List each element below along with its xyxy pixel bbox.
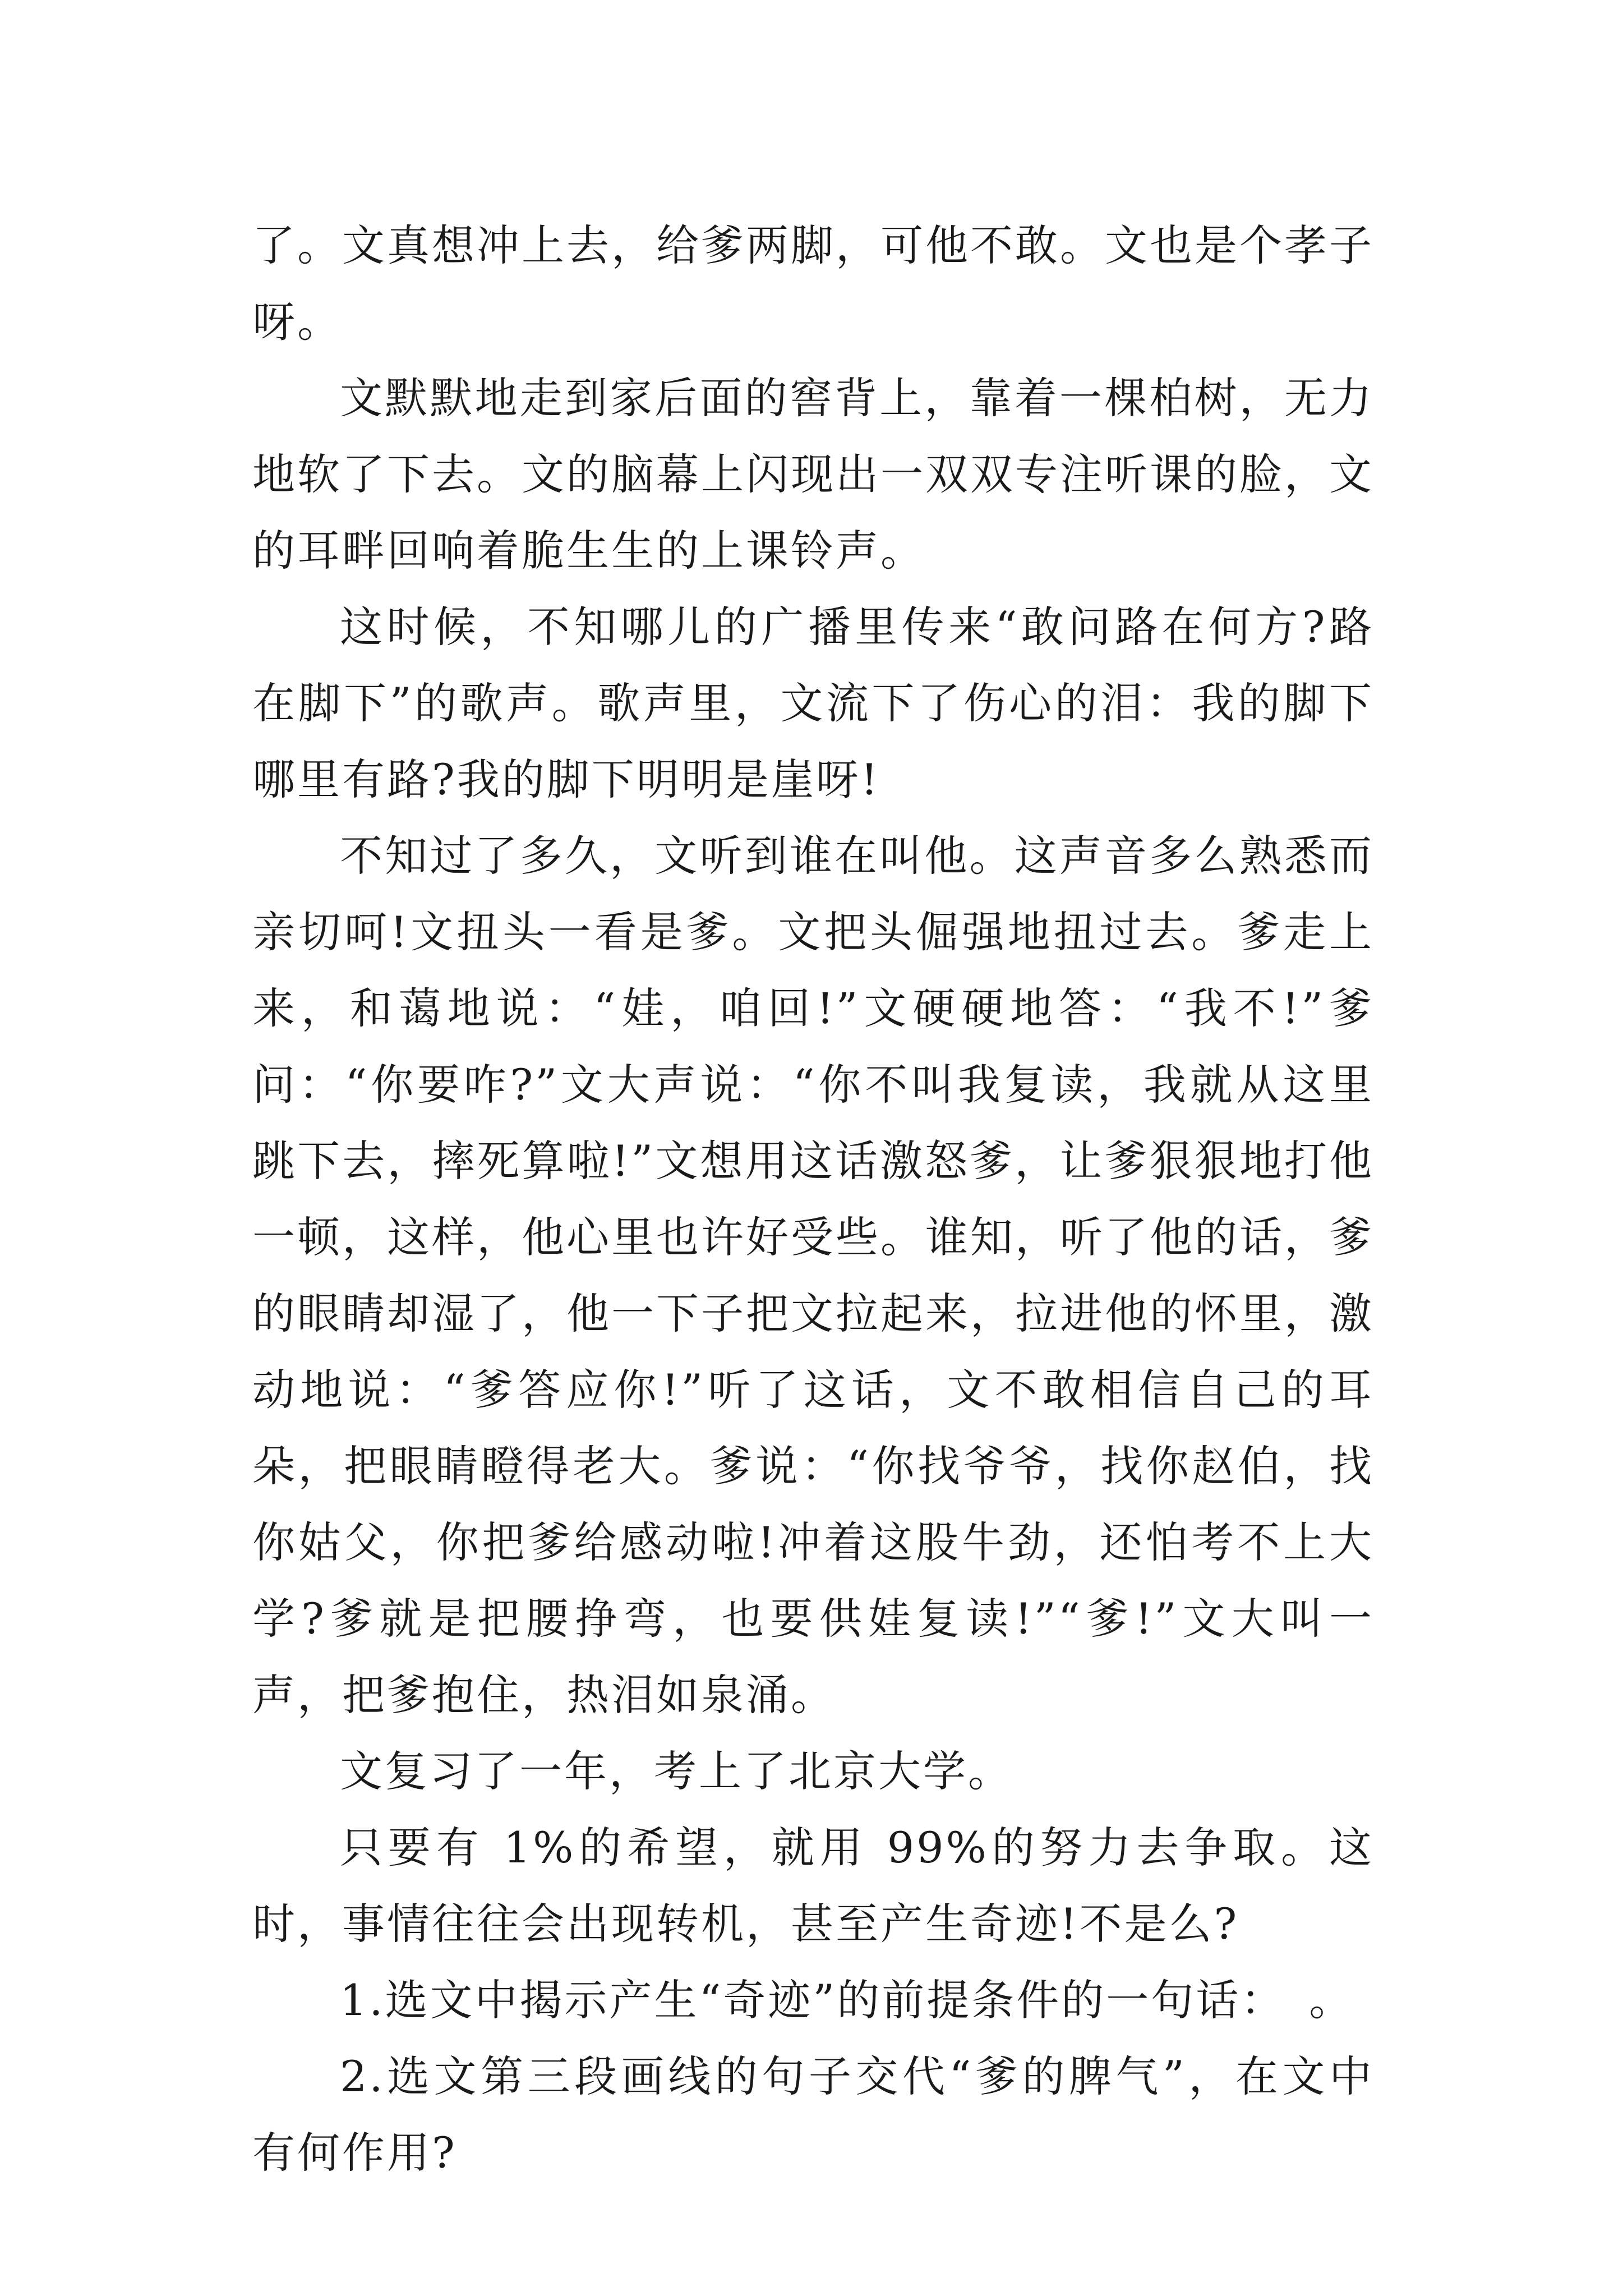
paragraph-4: 不知过了多久，文听到谁在叫他。这声音多么熟悉而亲切呵!文扭头一看是爹。文把头倔强地扭过去。爹走上来，和蔼地说：“娃，咱回!”文硬硬地答：“我不!”爹问：“你要咋?”文大声说：“你不叫我复读，我就从这里跳下去，摔死算啦!”文想用这话激怒爹，让爹狠狠地打他一顿，这样，他心里也许好受些。谁知，听了他的话，爹的眼睛却湿了，他一下子把文拉起来，拉进他的怀里，激动地说：“爹答应你!”听了这话，文不敢相信自己的耳朵，把眼睛瞪得老大。爹说：“你找爷爷，找你赵伯，找你姑父，你把爹给感动啦!冲着这股牛劲，还怕考不上大学?爹就是把腰挣弯，也要供娃复读!”“爹!”文大叫一声，把爹抱住，热泪如泉涌。	[252, 831, 1374, 1720]
paragraph-1: 了。文真想冲上去，给爹两脚，可他不敢。文也是个孝子呀。	[252, 220, 1374, 347]
question-1: 1.选文中揭示产生“奇迹”的前提条件的一句话： 。	[340, 1975, 1354, 2025]
paragraph-2: 文默默地走到家后面的窖背上，靠着一棵柏树，无力地软了下去。文的脑幕上闪现出一双双专注听课的脸，文的耳畔回响着脆生生的上课铃声。	[252, 373, 1374, 576]
paragraph-6: 只要有 1%的希望，就用 99%的努力去争取。这时，事情往往会出现转机，甚至产生奇迹!不是么?	[252, 1823, 1374, 1949]
question-2: 2.选文第三段画线的句子交代“爹的脾气”，在文中有何作用?	[252, 2051, 1374, 2178]
paragraph-3: 这时候，不知哪儿的广播里传来“敢问路在何方?路在脚下”的歌声。歌声里，文流下了伤心的泪：我的脚下哪里有路?我的脚下明明是崖呀!	[252, 602, 1374, 804]
paragraph-5: 文复习了一年，考上了北京大学。	[340, 1746, 1013, 1796]
article-body	[252, 208, 1374, 2191]
